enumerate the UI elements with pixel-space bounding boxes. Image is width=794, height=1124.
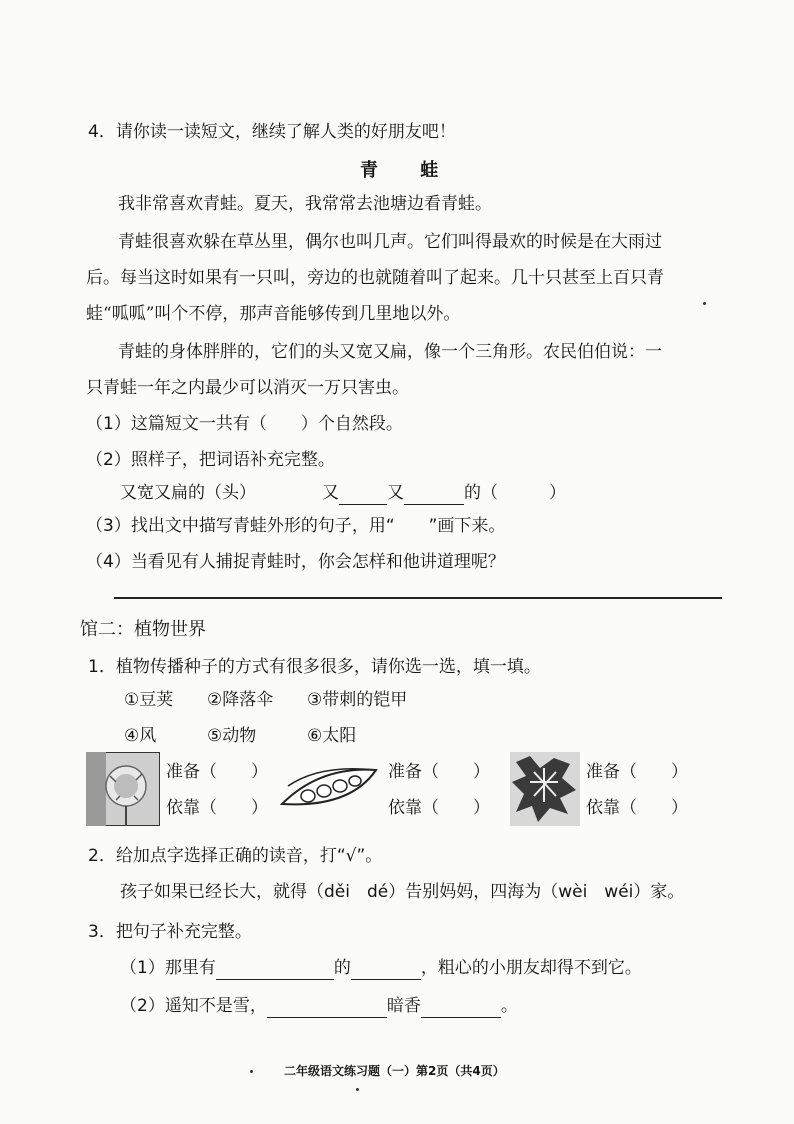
speck	[703, 302, 706, 305]
option-item: ①豆荚	[124, 690, 174, 710]
prepare-label: 准备（ ）	[388, 762, 490, 782]
answer-blank[interactable]	[351, 961, 421, 980]
option-item: ⑥太阳	[307, 726, 357, 746]
passage-paragraph-1: 我非常喜欢青蛙。夏天，我常常去池塘边看青蛙。	[118, 194, 492, 214]
section2-q3-sentence-1: （1）那里有 的 ，粗心的小朋友却得不到它。	[120, 958, 642, 978]
answer-blank[interactable]	[216, 961, 334, 980]
option-item: ③带刺的铠甲	[307, 690, 408, 710]
passage-paragraph-2-line-3: 蛙“呱呱”叫个不停，那声音能够传到几里地以外。	[86, 304, 461, 324]
section2-q3-heading: 3．把句子补充完整。	[88, 922, 252, 942]
passage-paragraph-3-line-1: 青蛙的身体胖胖的，它们的头又宽又扁，像一个三角形。农民伯伯说：一	[118, 342, 662, 362]
rely-label: 依靠（ ）	[166, 798, 268, 818]
q4-heading: 4．请你读一读短文，继续了解人类的好朋友吧！	[88, 122, 456, 142]
answer-blank[interactable]	[267, 999, 387, 1018]
passage-title: 青 蛙	[360, 160, 457, 181]
de-bracket: 的（ ）	[464, 483, 566, 503]
option-item: ②降落伞	[207, 690, 274, 710]
q4-sub2: （2）照样子，把词语补充完整。	[86, 450, 335, 470]
passage-paragraph-2-line-1: 青蛙很喜欢躲在草丛里，偶尔也叫几声。它们叫得最欢的时候是在大雨过	[118, 232, 662, 252]
burr-seed-image	[510, 752, 580, 826]
q4-sub2-example: 又宽又扁的（头）	[120, 483, 256, 503]
q4-sub2-answer-line	[322, 481, 566, 505]
rely-label: 依靠（ ）	[388, 798, 490, 818]
section2-q2-line: 孩子如果已经长大，就得（děi dé）告别妈妈，四海为（wèi wéi）家。	[120, 882, 685, 902]
passage-paragraph-3-line-2: 只青蛙一年之内最少可以消灭一万只害虫。	[86, 378, 409, 398]
q4-sub3: （3）找出文中描写青蛙外形的句子，用“ ”画下来。	[86, 516, 506, 536]
answer-blank[interactable]	[404, 486, 464, 505]
dandelion-image	[86, 752, 160, 826]
section2-q2-heading: 2．给加点字选择正确的读音，打“√”。	[88, 846, 383, 866]
page-footer: 二年级语文练习题（一）第2页（共4页）	[284, 1064, 505, 1078]
speck	[250, 1070, 253, 1073]
option-item: ⑤动物	[207, 726, 257, 746]
q4-sub4: （4）当看见有人捕捉青蛙时，你会怎样和他讲道理呢？	[86, 552, 505, 572]
you-char-1: 又	[322, 483, 339, 503]
q4-sub1: （1）这篇短文一共有（ ）个自然段。	[86, 414, 403, 434]
passage-paragraph-2-line-2: 后。每当这时如果有一只叫，旁边的也就随着叫了起来。几十只甚至上百只青	[86, 268, 664, 288]
section2-q1-heading: 1．植物传播种子的方式有很多很多，请你选一选，填一填。	[88, 657, 541, 677]
prepare-label: 准备（ ）	[586, 762, 688, 782]
prepare-label: 准备（ ）	[166, 762, 268, 782]
you-char-2: 又	[387, 483, 404, 503]
pea-pod-image	[280, 764, 380, 816]
option-item: ④风	[124, 726, 157, 746]
rely-label: 依靠（ ）	[586, 798, 688, 818]
section2-q3-sentence-2: （2）遥知不是雪， 暗香 。	[120, 996, 518, 1016]
section2-heading: 馆二：植物世界	[80, 619, 206, 640]
answer-blank[interactable]	[339, 486, 387, 505]
answer-line[interactable]	[114, 597, 722, 599]
speck	[356, 1088, 359, 1091]
answer-blank[interactable]	[421, 999, 501, 1018]
